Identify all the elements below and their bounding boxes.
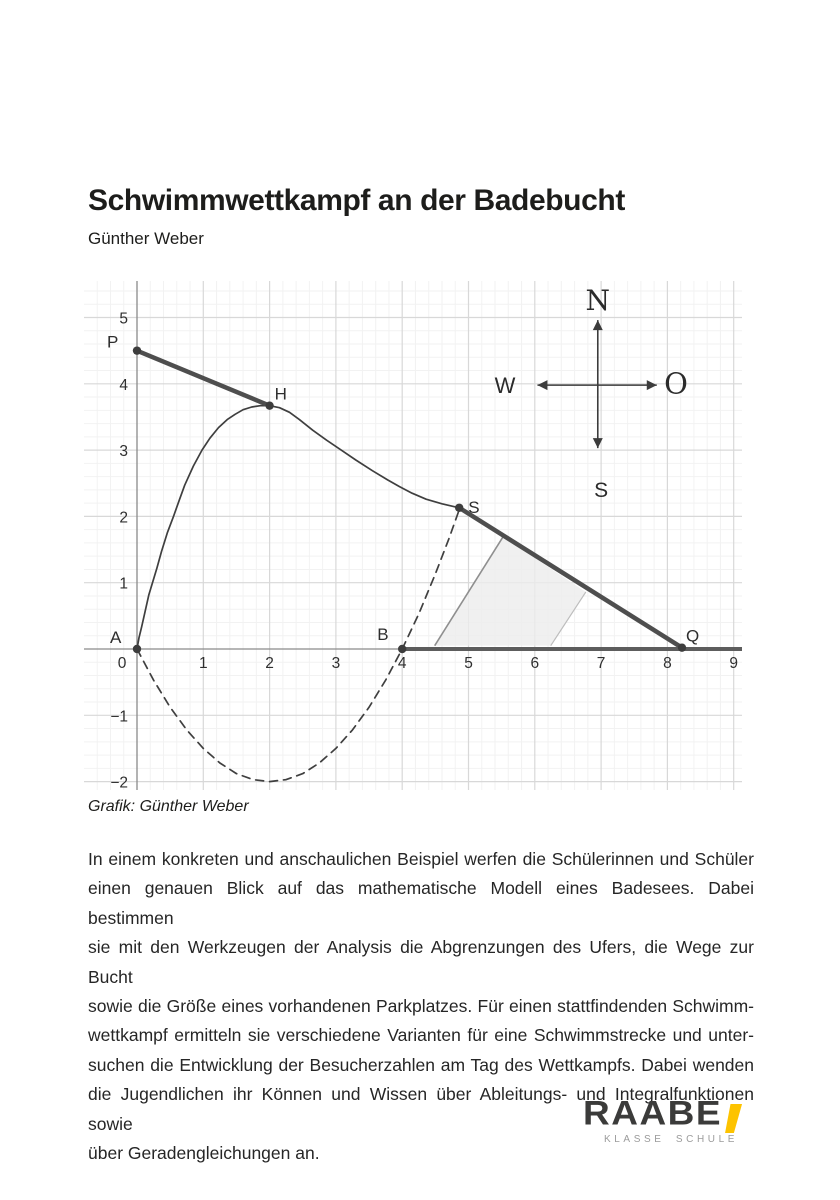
logo-comma-icon bbox=[725, 1104, 742, 1133]
y-tick-label: −1 bbox=[110, 708, 128, 726]
point-Q bbox=[678, 643, 686, 651]
point-label-Q: Q bbox=[685, 626, 700, 646]
intro-line: suchen die Entwicklung der Besucherzahlen am Tag des Wettkampfs. Dabei wenden bbox=[88, 1054, 754, 1075]
intro-line: sie mit den Werkzeugen der Analysis die Abgrenzungen des Ufers, die Wege zur Bucht bbox=[88, 937, 754, 987]
math-figure bbox=[84, 281, 742, 790]
intro-line: einen genauen Blick auf das mathematische Modell eines Badesees. Dabei bestimmen bbox=[88, 878, 754, 928]
page-title: Schwimmwettkampf an der Badebucht bbox=[88, 184, 625, 218]
logo-tagline: KLASSE SCHULE bbox=[604, 1134, 739, 1145]
intro-line: In einem konkreten und anschaulichen Beispiel werfen die Schülerinnen und Schüler bbox=[88, 849, 754, 869]
x-tick-label: 6 bbox=[530, 655, 540, 672]
x-tick-label: 3 bbox=[331, 655, 341, 672]
author-name: Günther Weber bbox=[88, 229, 204, 248]
x-tick-label: 4 bbox=[397, 655, 407, 672]
intro-line: wettkampf ermitteln sie verschiedene Varianten für eine Schwimmstrecke und unter- bbox=[88, 1025, 754, 1046]
intro-line: über Geradengleichungen an. bbox=[88, 1143, 320, 1164]
point-label-A: A bbox=[110, 628, 122, 647]
y-tick-label: 1 bbox=[119, 575, 128, 593]
point-label-B: B bbox=[377, 625, 389, 644]
point-H bbox=[265, 401, 273, 409]
compass-label-S: S bbox=[594, 479, 609, 503]
y-tick-label: 5 bbox=[119, 310, 128, 328]
bay-dashed-curve bbox=[137, 510, 459, 782]
shore-solid-curve bbox=[137, 406, 459, 649]
point-B bbox=[398, 645, 406, 653]
y-tick-label: 2 bbox=[119, 509, 128, 527]
compass-east-arrow bbox=[647, 380, 657, 390]
compass-west-arrow bbox=[537, 380, 547, 390]
swim-area-region bbox=[435, 537, 586, 646]
x-tick-label: 2 bbox=[265, 655, 274, 672]
figure-caption: Grafik: Günther Weber bbox=[88, 798, 249, 815]
logo-wordmark: RAABE bbox=[583, 1094, 723, 1132]
point-label-H: H bbox=[274, 384, 287, 404]
y-tick-label: 3 bbox=[119, 443, 128, 461]
x-tick-label: 1 bbox=[198, 655, 208, 672]
compass-label-N: N bbox=[585, 284, 611, 318]
x-tick-label: 9 bbox=[729, 655, 739, 672]
x-tick-label: 7 bbox=[596, 655, 606, 672]
intro-line: die Jugendlichen ihr Können und Wissen über Ableitungs- und Integralfunktionen sowie bbox=[88, 1084, 754, 1134]
x-tick-label: 5 bbox=[464, 655, 473, 672]
point-label-P: P bbox=[107, 332, 119, 352]
y-tick-label: 4 bbox=[119, 376, 128, 394]
compass-label-W: W bbox=[494, 373, 516, 399]
logo-row bbox=[583, 1096, 753, 1133]
x-tick-label: 8 bbox=[663, 655, 672, 672]
raabe-logo bbox=[583, 1096, 753, 1145]
intro-line: sowie die Größe eines vorhandenen Parkplatzes. Für einen stattfindenden Schwimm- bbox=[88, 996, 754, 1017]
point-P bbox=[133, 346, 141, 354]
compass-label-O: O bbox=[664, 366, 688, 401]
x-tick-label: 0 bbox=[117, 655, 127, 672]
point-label-S: S bbox=[468, 497, 480, 517]
point-A bbox=[133, 645, 141, 653]
point-S bbox=[455, 504, 463, 512]
y-tick-label: −2 bbox=[110, 774, 128, 790]
figure-svg bbox=[84, 281, 742, 790]
